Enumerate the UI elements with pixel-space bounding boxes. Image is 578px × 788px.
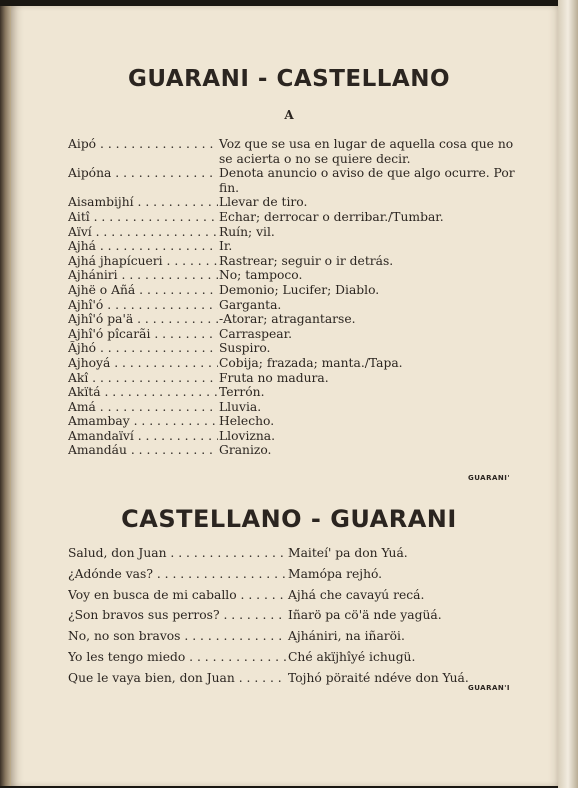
- entry-term: Ajhî'ó pîcarãi . . .: [68, 327, 218, 342]
- phrase-guarani: Maiteí' pa don Yuá.: [288, 546, 408, 560]
- section-footer: GUARANI': [467, 474, 510, 482]
- letter-heading: A: [284, 108, 294, 122]
- dictionary-entry: [68, 166, 528, 195]
- section-title-guarani-castellano: GUARANI - CASTELLANO: [127, 66, 451, 92]
- dictionary-entry: [68, 356, 528, 371]
- entry-term: Ajhî'ó pa'ä . . .: [68, 312, 218, 327]
- entry-term: Aïví . . .: [68, 225, 218, 240]
- entry-definition: Granizo.: [219, 443, 272, 458]
- phrase-list: [68, 543, 528, 689]
- phrase-row: [68, 585, 528, 606]
- entry-term: Ajhá jhapícueri . . .: [68, 254, 218, 269]
- entry-term: Ajhî'ó . . .: [68, 298, 218, 313]
- entry-term: Ajhë o Añá . . .: [68, 283, 218, 298]
- entry-term: Amá . . .: [68, 400, 218, 415]
- phrase-guarani: Tojhó pöraité ndéve don Yuá.: [288, 670, 469, 685]
- dictionary-entry: [68, 385, 528, 400]
- dictionary-entry: [68, 371, 528, 386]
- phrase-guarani: Ajhániri, na iñaröi.: [288, 629, 405, 644]
- dictionary-entry: [68, 210, 528, 225]
- section-title-castellano-guarani: CASTELLANO - GUARANI: [121, 505, 457, 533]
- dictionary-entry: [68, 312, 528, 327]
- entry-definition: Voz que se usa en lugar de aquella cosa que no se acierta o no se quiere decir.: [219, 137, 514, 166]
- dictionary-entry: [68, 429, 528, 444]
- dictionary-entry: [68, 443, 528, 458]
- phrase-castellano: ¿Son bravos sus perros? . . .: [68, 605, 286, 626]
- entry-term: Aitî . . .: [68, 210, 218, 225]
- entry-definition: Cobija; frazada; manta./Tapa.: [219, 355, 403, 370]
- phrase-castellano: No, no son bravos . . .: [68, 626, 286, 647]
- phrase-guarani: Ajhá che cavayú recá.: [288, 587, 425, 602]
- dictionary-entry: [68, 137, 528, 166]
- dictionary-list: [68, 137, 528, 458]
- entry-definition: Echar; derrocar o derribar./Tumbar.: [219, 209, 444, 224]
- dictionary-entry: [68, 327, 528, 342]
- phrase-guarani: Mamópa rejhó.: [288, 566, 383, 581]
- entry-term: Ajhoyá . . .: [68, 356, 218, 371]
- dictionary-entry: [68, 400, 528, 415]
- entry-definition: Lluvia.: [219, 399, 262, 414]
- entry-definition: -Atorar; atragantarse.: [219, 312, 356, 327]
- entry-definition: Denota anuncio o aviso de que algo ocurre. Por fin.: [219, 166, 515, 195]
- dictionary-entry: [68, 268, 528, 283]
- phrase-row: [68, 626, 528, 647]
- entry-term: Aipó . . .: [68, 137, 218, 152]
- entry-definition: Terrón.: [219, 385, 265, 400]
- entry-definition: Ruín; vil.: [219, 224, 275, 239]
- phrase-row: [68, 605, 528, 626]
- phrase-row: [68, 543, 528, 564]
- phrase-guarani: Ché akïjhîyé ichugü.: [288, 649, 416, 664]
- dictionary-entry: [68, 283, 528, 298]
- entry-term: Akî . . .: [68, 371, 218, 386]
- phrase-row: [68, 647, 528, 668]
- entry-definition: Rastrear; seguir o ir detrás.: [219, 253, 394, 268]
- section-footer: GUARAN'I: [467, 684, 510, 692]
- entry-definition: Suspiro.: [219, 341, 271, 356]
- entry-term: Ãjhó . . .: [68, 341, 218, 356]
- dictionary-entry: [68, 341, 528, 356]
- entry-definition: Carraspear.: [219, 326, 293, 341]
- entry-term: Amambay . . .: [68, 414, 218, 429]
- entry-term: Ajhá . . .: [68, 239, 218, 254]
- entry-term: Aipóna . . .: [68, 166, 218, 181]
- dictionary-entry: [68, 254, 528, 269]
- entry-definition: Helecho.: [219, 414, 275, 429]
- phrase-castellano: Voy en busca de mi caballo . . .: [68, 585, 286, 606]
- entry-definition: Llevar de tiro.: [219, 195, 308, 210]
- phrase-castellano: Que le vaya bien, don Juan . . .: [68, 668, 286, 689]
- entry-term: Amandáu . . .: [68, 443, 218, 458]
- entry-term: Ajhániri . . .: [68, 268, 218, 283]
- entry-term: Akïtá . . .: [68, 385, 218, 400]
- entry-definition: No; tampoco.: [219, 268, 303, 283]
- entry-definition: Demonio; Lucifer; Diablo.: [219, 282, 380, 297]
- entry-definition: Ir.: [219, 239, 233, 254]
- dictionary-entry: [68, 239, 528, 254]
- entry-definition: Garganta.: [219, 297, 282, 312]
- phrase-castellano: Salud, don Juan . . .: [68, 543, 286, 564]
- entry-definition: Llovizna.: [219, 428, 276, 443]
- dictionary-entry: [68, 414, 528, 429]
- entry-term: Amandaïví . . .: [68, 429, 218, 444]
- phrase-castellano: ¿Adónde vas? . . .: [68, 564, 286, 585]
- entry-term: Aisambijhí . . .: [68, 195, 218, 210]
- phrase-row: [68, 668, 528, 689]
- entry-definition: Fruta no madura.: [219, 370, 329, 385]
- phrase-row: [68, 564, 528, 585]
- phrase-castellano: Yo les tengo miedo . . .: [68, 647, 286, 668]
- phrase-guarani: Iñarö pa cö'ä nde yagüá.: [288, 608, 442, 623]
- dictionary-entry: [68, 195, 528, 210]
- dictionary-entry: [68, 225, 528, 240]
- dictionary-entry: [68, 298, 528, 313]
